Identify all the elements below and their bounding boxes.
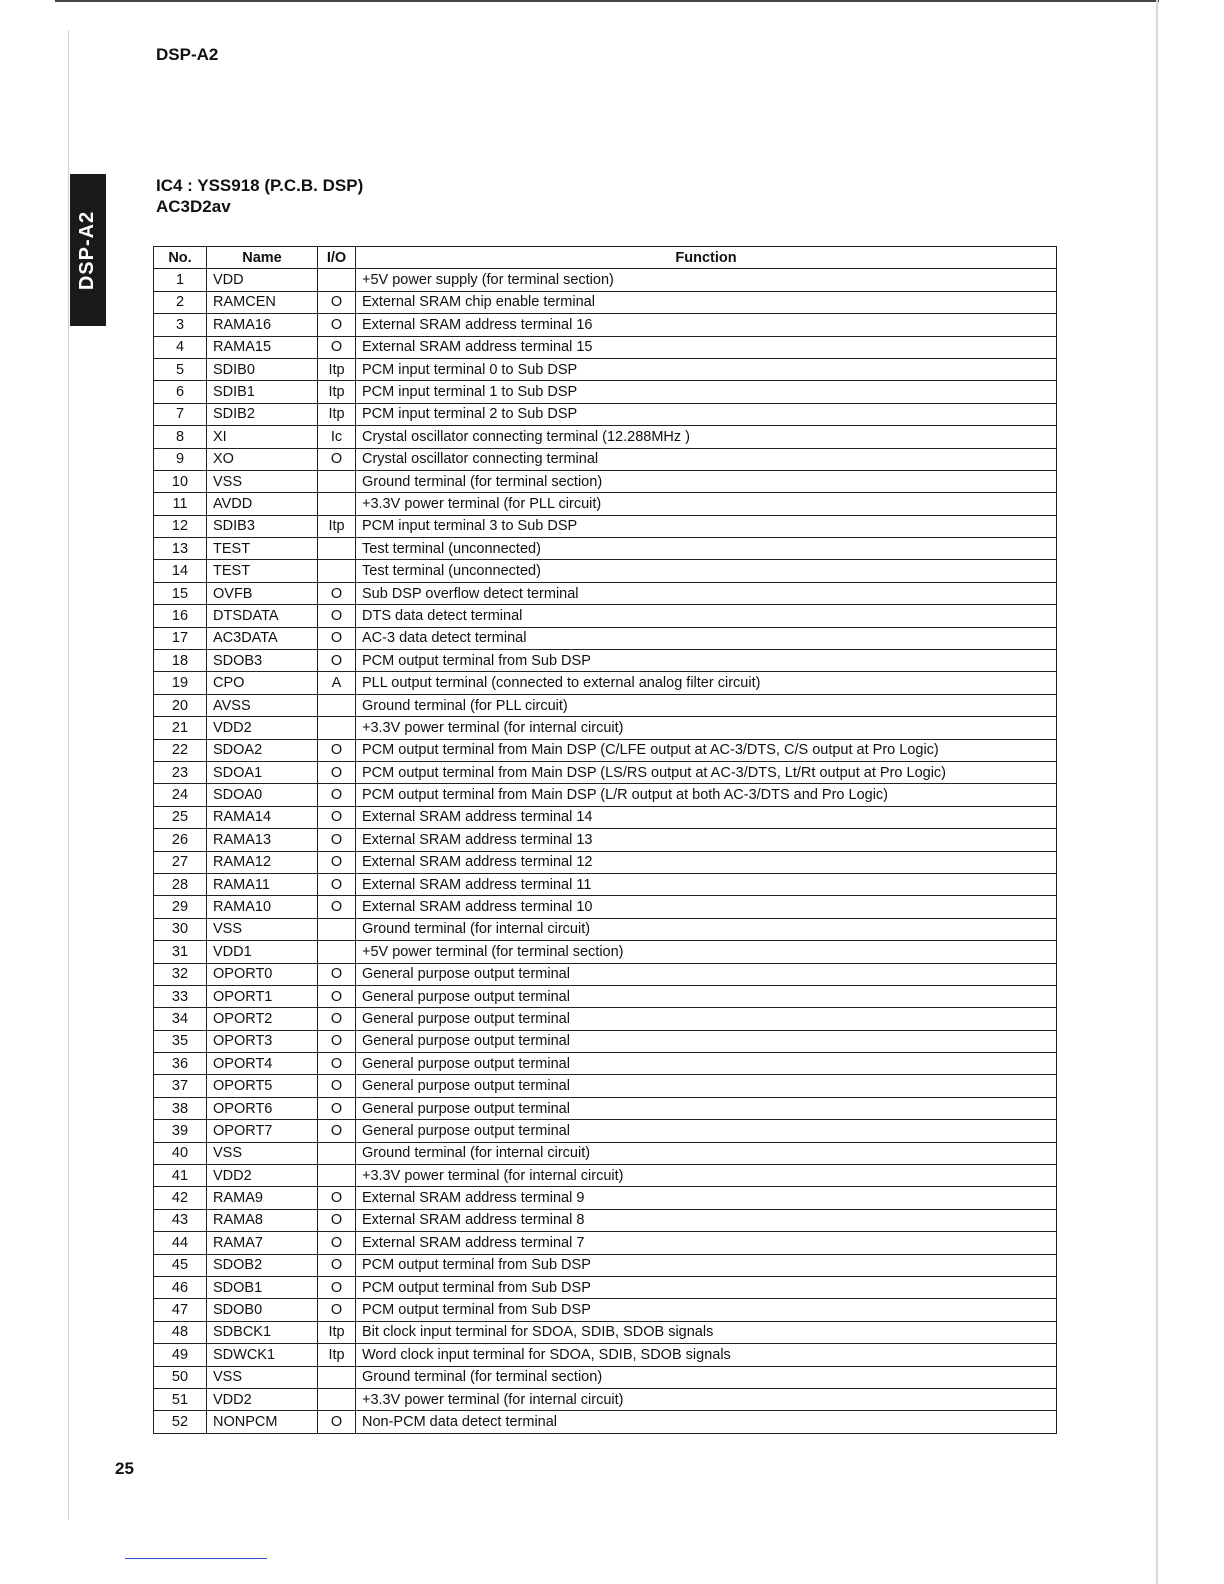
- pin-function: External SRAM address terminal 10: [356, 896, 1057, 918]
- pin-name: RAMA11: [207, 873, 318, 895]
- pin-name: SDBCK1: [207, 1321, 318, 1343]
- pin-name: OPORT6: [207, 1097, 318, 1119]
- table-row: [154, 627, 1057, 649]
- table-row: [154, 605, 1057, 627]
- pin-io: Itp: [318, 403, 356, 425]
- pin-name: OPORT3: [207, 1030, 318, 1052]
- pin-number: 41: [154, 1165, 207, 1187]
- pin-io: O: [318, 291, 356, 313]
- table-row: [154, 1366, 1057, 1388]
- pin-io: [318, 493, 356, 515]
- table-row: [154, 1075, 1057, 1097]
- pin-number: 10: [154, 470, 207, 492]
- table-row: [154, 941, 1057, 963]
- pin-name: XO: [207, 448, 318, 470]
- pin-function: +5V power supply (for terminal section): [356, 269, 1057, 291]
- pin-io: O: [318, 1299, 356, 1321]
- pin-name: SDOA0: [207, 784, 318, 806]
- pin-name: RAMA10: [207, 896, 318, 918]
- pin-io: [318, 269, 356, 291]
- pin-io: O: [318, 1030, 356, 1052]
- table-body: [154, 269, 1057, 1433]
- pin-function: External SRAM address terminal 14: [356, 806, 1057, 828]
- pin-io: [318, 1388, 356, 1410]
- pin-number: 39: [154, 1120, 207, 1142]
- pin-io: O: [318, 829, 356, 851]
- pin-name: OPORT4: [207, 1053, 318, 1075]
- ic-title: IC4 : YSS918 (P.C.B. DSP): [156, 176, 364, 195]
- table-row: [154, 739, 1057, 761]
- table-header-row: [154, 247, 1057, 269]
- pin-number: 26: [154, 829, 207, 851]
- pin-function: External SRAM address terminal 13: [356, 829, 1057, 851]
- pin-io: O: [318, 739, 356, 761]
- table-row: [154, 985, 1057, 1007]
- pin-name: SDOB3: [207, 650, 318, 672]
- pin-name: OPORT1: [207, 985, 318, 1007]
- pin-name: VDD: [207, 269, 318, 291]
- pin-io: [318, 1165, 356, 1187]
- pin-io: O: [318, 896, 356, 918]
- pin-number: 19: [154, 672, 207, 694]
- table-row: [154, 1142, 1057, 1164]
- pin-function: PCM input terminal 3 to Sub DSP: [356, 515, 1057, 537]
- pin-name: SDOA2: [207, 739, 318, 761]
- pin-function: External SRAM address terminal 15: [356, 336, 1057, 358]
- table-row: [154, 493, 1057, 515]
- pin-io: O: [318, 1187, 356, 1209]
- pin-name: VSS: [207, 470, 318, 492]
- pin-number: 31: [154, 941, 207, 963]
- pin-name: RAMA7: [207, 1232, 318, 1254]
- pin-function: Ground terminal (for terminal section): [356, 1366, 1057, 1388]
- pin-function: General purpose output terminal: [356, 1053, 1057, 1075]
- pin-number: 46: [154, 1276, 207, 1298]
- pin-number: 23: [154, 761, 207, 783]
- table-row: [154, 1232, 1057, 1254]
- pin-name: SDOB2: [207, 1254, 318, 1276]
- pin-io: [318, 538, 356, 560]
- pin-io: O: [318, 873, 356, 895]
- pin-name: RAMA15: [207, 336, 318, 358]
- header-name: Name: [207, 247, 318, 269]
- pin-name: RAMA13: [207, 829, 318, 851]
- header-no: No.: [154, 247, 207, 269]
- table-row: [154, 896, 1057, 918]
- table-row: [154, 1209, 1057, 1231]
- pin-io: O: [318, 314, 356, 336]
- pin-name: RAMA14: [207, 806, 318, 828]
- pin-number: 40: [154, 1142, 207, 1164]
- table-row: [154, 1276, 1057, 1298]
- pin-io: O: [318, 605, 356, 627]
- table-row: [154, 1411, 1057, 1433]
- pin-name: OPORT0: [207, 963, 318, 985]
- pin-function: Ground terminal (for internal circuit): [356, 918, 1057, 940]
- pin-name: VSS: [207, 1366, 318, 1388]
- pin-name: VSS: [207, 918, 318, 940]
- pin-function: PCM input terminal 0 to Sub DSP: [356, 358, 1057, 380]
- pin-function: External SRAM chip enable terminal: [356, 291, 1057, 313]
- pin-number: 35: [154, 1030, 207, 1052]
- pin-io: O: [318, 761, 356, 783]
- pin-function: PCM output terminal from Sub DSP: [356, 1276, 1057, 1298]
- pin-function: External SRAM address terminal 9: [356, 1187, 1057, 1209]
- pin-number: 5: [154, 358, 207, 380]
- pin-number: 29: [154, 896, 207, 918]
- table-row: [154, 1120, 1057, 1142]
- pin-io: O: [318, 1276, 356, 1298]
- pin-name: OPORT5: [207, 1075, 318, 1097]
- side-tab-label: DSP-A2: [76, 210, 99, 290]
- table-row: [154, 1030, 1057, 1052]
- side-tab: [70, 174, 106, 326]
- pin-name: SDOA1: [207, 761, 318, 783]
- pin-io: O: [318, 985, 356, 1007]
- table-row: [154, 694, 1057, 716]
- pin-number: 25: [154, 806, 207, 828]
- pin-io: [318, 694, 356, 716]
- pin-name: OPORT7: [207, 1120, 318, 1142]
- pin-name: VDD2: [207, 717, 318, 739]
- pin-function: Crystal oscillator connecting terminal: [356, 448, 1057, 470]
- pin-io: O: [318, 1209, 356, 1231]
- pin-name: SDIB1: [207, 381, 318, 403]
- pin-name: AVDD: [207, 493, 318, 515]
- table-row: [154, 336, 1057, 358]
- pin-name: XI: [207, 426, 318, 448]
- pin-io: Itp: [318, 1321, 356, 1343]
- pin-function: External SRAM address terminal 11: [356, 873, 1057, 895]
- table-row: [154, 269, 1057, 291]
- pin-number: 1: [154, 269, 207, 291]
- pin-number: 48: [154, 1321, 207, 1343]
- pin-name: SDIB2: [207, 403, 318, 425]
- pin-io: O: [318, 336, 356, 358]
- pin-function: PCM output terminal from Sub DSP: [356, 1299, 1057, 1321]
- pin-number: 8: [154, 426, 207, 448]
- pin-function: PCM output terminal from Sub DSP: [356, 650, 1057, 672]
- table-row: [154, 761, 1057, 783]
- pin-name: RAMCEN: [207, 291, 318, 313]
- pin-name: RAMA8: [207, 1209, 318, 1231]
- pin-function: External SRAM address terminal 8: [356, 1209, 1057, 1231]
- pin-io: O: [318, 448, 356, 470]
- table-row: [154, 784, 1057, 806]
- pin-function: AC-3 data detect terminal: [356, 627, 1057, 649]
- pin-name: TEST: [207, 538, 318, 560]
- pin-number: 36: [154, 1053, 207, 1075]
- pin-name: AVSS: [207, 694, 318, 716]
- table-row: [154, 873, 1057, 895]
- pin-io: O: [318, 627, 356, 649]
- pin-function: Ground terminal (for terminal section): [356, 470, 1057, 492]
- pin-io: O: [318, 1097, 356, 1119]
- pin-name: OVFB: [207, 582, 318, 604]
- pin-number: 52: [154, 1411, 207, 1433]
- pin-function: PLL output terminal (connected to external analog filter circuit): [356, 672, 1057, 694]
- pin-name: CPO: [207, 672, 318, 694]
- table-row: [154, 829, 1057, 851]
- pin-name: OPORT2: [207, 1008, 318, 1030]
- pin-io: O: [318, 1008, 356, 1030]
- pin-function: PCM output terminal from Main DSP (L/R output at both AC-3/DTS and Pro Logic): [356, 784, 1057, 806]
- pin-number: 13: [154, 538, 207, 560]
- pin-number: 42: [154, 1187, 207, 1209]
- ic-subtitle: AC3D2av: [156, 197, 231, 216]
- pin-function: PCM input terminal 1 to Sub DSP: [356, 381, 1057, 403]
- pin-number: 4: [154, 336, 207, 358]
- table-row: [154, 403, 1057, 425]
- table-row: [154, 448, 1057, 470]
- pin-function: External SRAM address terminal 7: [356, 1232, 1057, 1254]
- pin-function: Non-PCM data detect terminal: [356, 1411, 1057, 1433]
- pin-name: VDD2: [207, 1165, 318, 1187]
- pin-function: General purpose output terminal: [356, 1097, 1057, 1119]
- pin-function: PCM output terminal from Main DSP (C/LFE output at AC-3/DTS, C/S output at Pro Logic): [356, 739, 1057, 761]
- pin-number: 44: [154, 1232, 207, 1254]
- pin-number: 28: [154, 873, 207, 895]
- pin-io: [318, 1142, 356, 1164]
- pin-number: 49: [154, 1344, 207, 1366]
- pin-function: General purpose output terminal: [356, 1008, 1057, 1030]
- page-right-edge: [1156, 0, 1158, 1584]
- pin-function: Sub DSP overflow detect terminal: [356, 582, 1057, 604]
- page-left-edge: [68, 30, 69, 1520]
- pin-number: 18: [154, 650, 207, 672]
- pin-name: AC3DATA: [207, 627, 318, 649]
- table-row: [154, 538, 1057, 560]
- model-header: DSP-A2: [156, 45, 219, 64]
- pin-function: PCM output terminal from Main DSP (LS/RS output at AC-3/DTS, Lt/Rt output at Pro Logic): [356, 761, 1057, 783]
- pin-number: 12: [154, 515, 207, 537]
- pin-io: Itp: [318, 358, 356, 380]
- table-row: [154, 1299, 1057, 1321]
- pin-number: 45: [154, 1254, 207, 1276]
- pin-function: Test terminal (unconnected): [356, 560, 1057, 582]
- table-row: [154, 717, 1057, 739]
- pin-io: [318, 560, 356, 582]
- ic-title-block: [156, 175, 363, 217]
- pin-io: [318, 470, 356, 492]
- pin-function: +3.3V power terminal (for internal circuit): [356, 1165, 1057, 1187]
- pin-number: 32: [154, 963, 207, 985]
- pin-name: RAMA16: [207, 314, 318, 336]
- pin-io: O: [318, 1411, 356, 1433]
- top-rule: [55, 0, 1159, 2]
- pin-function: PCM output terminal from Sub DSP: [356, 1254, 1057, 1276]
- pin-number: 16: [154, 605, 207, 627]
- table-row: [154, 1388, 1057, 1410]
- pin-number: 6: [154, 381, 207, 403]
- pin-number: 3: [154, 314, 207, 336]
- pin-function: General purpose output terminal: [356, 1030, 1057, 1052]
- pin-function: Ground terminal (for PLL circuit): [356, 694, 1057, 716]
- pin-number: 38: [154, 1097, 207, 1119]
- pin-io: Itp: [318, 515, 356, 537]
- pin-io: O: [318, 650, 356, 672]
- table-row: [154, 560, 1057, 582]
- table-row: [154, 1344, 1057, 1366]
- pin-io: O: [318, 1053, 356, 1075]
- pin-number: 9: [154, 448, 207, 470]
- pin-function: External SRAM address terminal 16: [356, 314, 1057, 336]
- pin-function: +3.3V power terminal (for internal circuit): [356, 1388, 1057, 1410]
- pin-function: Crystal oscillator connecting terminal (12.288MHz ): [356, 426, 1057, 448]
- pin-io: O: [318, 582, 356, 604]
- pin-function: +5V power terminal (for terminal section): [356, 941, 1057, 963]
- pin-number: 27: [154, 851, 207, 873]
- table-row: [154, 1321, 1057, 1343]
- pin-name: DTSDATA: [207, 605, 318, 627]
- table-row: [154, 806, 1057, 828]
- pin-number: 22: [154, 739, 207, 761]
- table-row: [154, 1254, 1057, 1276]
- table-row: [154, 1165, 1057, 1187]
- pin-function: Ground terminal (for internal circuit): [356, 1142, 1057, 1164]
- table-row: [154, 358, 1057, 380]
- pin-number: 14: [154, 560, 207, 582]
- pin-function: General purpose output terminal: [356, 963, 1057, 985]
- pin-function: Test terminal (unconnected): [356, 538, 1057, 560]
- header-function: Function: [356, 247, 1057, 269]
- table-row: [154, 918, 1057, 940]
- pin-io: O: [318, 1075, 356, 1097]
- bottom-rule: [125, 1558, 267, 1559]
- table-row: [154, 314, 1057, 336]
- pin-function: General purpose output terminal: [356, 1120, 1057, 1142]
- table-row: [154, 672, 1057, 694]
- pin-name: VSS: [207, 1142, 318, 1164]
- pin-name: SDWCK1: [207, 1344, 318, 1366]
- pin-io: Itp: [318, 381, 356, 403]
- page-number: 25: [115, 1459, 134, 1478]
- pin-number: 30: [154, 918, 207, 940]
- header-io: I/O: [318, 247, 356, 269]
- pin-io: O: [318, 963, 356, 985]
- pin-io: O: [318, 851, 356, 873]
- pin-number: 15: [154, 582, 207, 604]
- table-row: [154, 515, 1057, 537]
- pin-number: 11: [154, 493, 207, 515]
- pin-function: General purpose output terminal: [356, 1075, 1057, 1097]
- table-row: [154, 1008, 1057, 1030]
- table-row: [154, 381, 1057, 403]
- pin-number: 43: [154, 1209, 207, 1231]
- pin-name: SDIB3: [207, 515, 318, 537]
- pin-number: 50: [154, 1366, 207, 1388]
- pin-name: SDOB1: [207, 1276, 318, 1298]
- pin-function: General purpose output terminal: [356, 985, 1057, 1007]
- pin-function: Word clock input terminal for SDOA, SDIB, SDOB signals: [356, 1344, 1057, 1366]
- pin-function: +3.3V power terminal (for internal circuit): [356, 717, 1057, 739]
- pin-number: 34: [154, 1008, 207, 1030]
- pin-name: RAMA9: [207, 1187, 318, 1209]
- pin-number: 51: [154, 1388, 207, 1410]
- pin-number: 33: [154, 985, 207, 1007]
- pin-number: 24: [154, 784, 207, 806]
- pin-name: SDOB0: [207, 1299, 318, 1321]
- pin-name: VDD2: [207, 1388, 318, 1410]
- table-row: [154, 650, 1057, 672]
- pin-io: O: [318, 784, 356, 806]
- pin-io: [318, 918, 356, 940]
- pin-function: PCM input terminal 2 to Sub DSP: [356, 403, 1057, 425]
- pin-name: RAMA12: [207, 851, 318, 873]
- table-row: [154, 582, 1057, 604]
- table-row: [154, 470, 1057, 492]
- pin-io: A: [318, 672, 356, 694]
- pin-function: Bit clock input terminal for SDOA, SDIB, SDOB signals: [356, 1321, 1057, 1343]
- pin-number: 20: [154, 694, 207, 716]
- table-row: [154, 1097, 1057, 1119]
- pin-number: 2: [154, 291, 207, 313]
- pin-io: Itp: [318, 1344, 356, 1366]
- pin-number: 7: [154, 403, 207, 425]
- table-row: [154, 963, 1057, 985]
- pin-function: +3.3V power terminal (for PLL circuit): [356, 493, 1057, 515]
- pin-name: TEST: [207, 560, 318, 582]
- table-row: [154, 851, 1057, 873]
- table-row: [154, 1187, 1057, 1209]
- pin-io: O: [318, 1232, 356, 1254]
- pin-io: O: [318, 806, 356, 828]
- pin-number: 21: [154, 717, 207, 739]
- table-row: [154, 1053, 1057, 1075]
- pin-name: VDD1: [207, 941, 318, 963]
- pin-number: 37: [154, 1075, 207, 1097]
- pin-io: O: [318, 1254, 356, 1276]
- pin-io: O: [318, 1120, 356, 1142]
- pin-io: [318, 941, 356, 963]
- pin-name: SDIB0: [207, 358, 318, 380]
- pin-function-table: [153, 246, 1057, 1434]
- pin-number: 47: [154, 1299, 207, 1321]
- pin-io: [318, 717, 356, 739]
- pin-number: 17: [154, 627, 207, 649]
- table-row: [154, 426, 1057, 448]
- pin-name: NONPCM: [207, 1411, 318, 1433]
- pin-function: External SRAM address terminal 12: [356, 851, 1057, 873]
- pin-io: [318, 1366, 356, 1388]
- pin-io: Ic: [318, 426, 356, 448]
- table-row: [154, 291, 1057, 313]
- pin-function: DTS data detect terminal: [356, 605, 1057, 627]
